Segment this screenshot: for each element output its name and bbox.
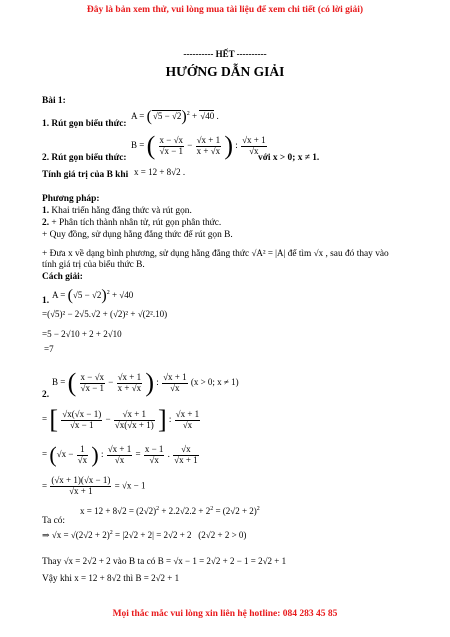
conclusion-line: Vậy khi x = 12 + 8√2 thì B = 2√2 + 1 bbox=[42, 573, 180, 584]
method-heading: Phương pháp: bbox=[42, 194, 100, 204]
preview-banner: Đây là bản xem thử, vui lòng mua tài liệu để xem chi tiết (có lời giải) bbox=[86, 5, 364, 15]
method-5: tính giá trị của biểu thức B. bbox=[42, 260, 145, 270]
solution-2-expr: B = ( $\frac{x - √x}{√x - 1}$ − $\frac{√x + 1}{x + √x}$ ) : $\frac{√x + 1}{√x}$ (x > 0; x ≠ 1) bbox=[52, 368, 239, 397]
substitute-line: Thay √x = 2√2 + 2 vào B ta có B = √x − 1 = 2√2 + 2 − 1 = 2√2 + 1 bbox=[42, 556, 287, 567]
question-1: 1. Rút gọn biểu thức: bbox=[42, 119, 127, 129]
method-4: + Đưa x về dạng bình phương, sử dụng hằng đẳng thức √A² = |A| để tìm √x , sau đó thay vào bbox=[42, 248, 389, 259]
method-2: 2. + Phân tích thành nhân tử, rút gọn phân thức. bbox=[42, 218, 222, 228]
solution-1-step3: =7 bbox=[44, 344, 54, 354]
x-value: x = 12 + 8√2 . bbox=[134, 167, 186, 177]
expression-a: $A = (√5 - √2)^2 + √40$ . bbox=[131, 108, 219, 125]
question-3: Tính giá trị của B khi bbox=[42, 170, 129, 180]
expression-b: B = ( $\frac{x - √x}{√x - 1}$ − $\frac{√x + 1}{x + √x}$ ) : $\frac{√x + 1}{√x}$ bbox=[131, 131, 266, 160]
solution-1-step2: =5 − 2√10 + 2 + 2√10 bbox=[42, 329, 122, 339]
method-1: 1. Khai triển hằng đẳng thức và rút gọn. bbox=[42, 206, 192, 216]
problem-heading: Bài 1: bbox=[42, 96, 66, 106]
solution-1-label: 1. bbox=[42, 296, 50, 306]
end-marker: ---------- HẾT ---------- bbox=[183, 49, 267, 59]
solution-2-step1: = [ $\frac{√x(√x - 1)}{√x - 1}$ − $\frac{√x + 1}{√x(√x + 1)}$ ] : $\frac{√x + 1}{√x}$ bbox=[42, 405, 200, 434]
solution-2-step3: = $\frac{(√x + 1)(√x - 1)}{√x + 1}$ = √x − 1 bbox=[42, 475, 146, 496]
condition: với x > 0; x ≠ 1. bbox=[258, 153, 320, 163]
method-3: + Quy đồng, sử dụng hằng đẳng thức để rút gọn B. bbox=[42, 230, 233, 240]
taco-expr: $x = 12 + 8√2 = (2√2)^2 + 2.2√2.2 + 2^2 = (2√2 + 2)^2$ bbox=[80, 506, 260, 516]
solution-heading: Cách giải: bbox=[42, 272, 83, 282]
solution-1-expr: $A = (√5 - √2)^2 + √40$ bbox=[52, 287, 134, 304]
question-2: 2. Rút gọn biểu thức: bbox=[42, 153, 127, 163]
solution-2-label: 2. bbox=[42, 390, 50, 400]
hotline-banner: Mọi thắc mắc vui lòng xin liên hệ hotline: 084 283 45 85 bbox=[112, 609, 338, 619]
sqrt-x-expr: ⇒ $√x = √(2√2 + 2)^2 = |2√2 + 2| = 2√2 + 2$ (2√2 + 2 > 0) bbox=[42, 530, 247, 540]
solution-1-step1: =(√5)² − 2√5.√2 + (√2)² + √(2².10) bbox=[42, 309, 168, 319]
taco-label: Ta có: bbox=[42, 516, 66, 526]
page-title: HƯỚNG DẪN GIẢI bbox=[165, 64, 285, 79]
solution-2-step2: = (√x − $\frac{1}{√x}$ ) : $\frac{√x + 1}{√x}$ = $\frac{x - 1}{√x}$ . $\frac{√x}{√x + 1}$ bbox=[42, 442, 198, 467]
